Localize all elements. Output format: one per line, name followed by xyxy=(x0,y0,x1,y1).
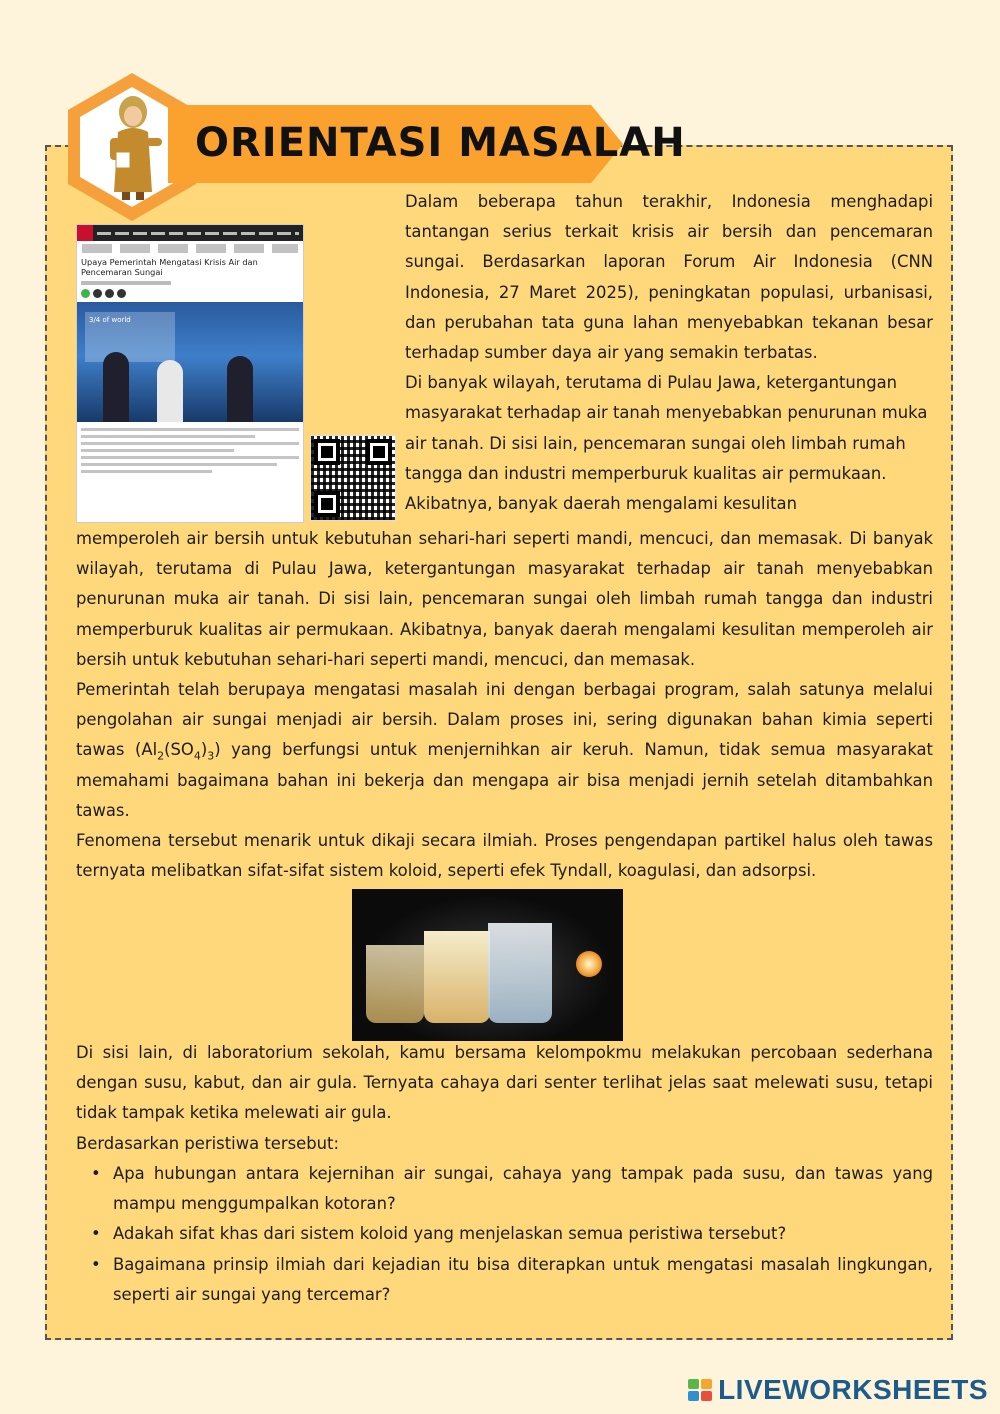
tyndall-experiment-photo xyxy=(352,889,623,1041)
government-paragraph: Pemerintah telah berupaya mengatasi masalah ini dengan berbagai program, salah satunya melalui pengolahan air sungai menjadi air bersih. Dalam proses ini, sering digunakan bahan kimia seperti tawas $(Al_2(SO_4)_3)$ yang berfungsi untuk menjernihkan air keruh. Namun, tidak semua masyarakat memahami bagaimana bahan ini bekerja dan mengapa air bisa menjadi jernih setelah ditambahkan tawas. xyxy=(76,680,933,820)
intro-text xyxy=(405,187,933,519)
teacher-icon xyxy=(100,92,166,202)
article-photo-screen-text: 3/4 of world xyxy=(85,312,175,362)
intro-paragraph-2: Di banyak wilayah, terutama di Pulau Jawa, ketergantungan masyarakat terhadap air tanah menyebabkan penurunan muka air tanah. Di sisi lain, pencemaran sungai oleh limbah rumah tangga dan industri memperburuk kualitas air permukaan. Akibatnya, banyak daerah mengalami kesulitan xyxy=(405,373,928,514)
article-photo xyxy=(77,302,303,422)
questions-intro: Berdasarkan peristiwa tersebut: xyxy=(76,1134,339,1153)
liveworksheets-logo xyxy=(688,1374,988,1406)
question-item: • Adakah sifat khas dari sistem koloid yang menjelaskan semua peristiwa tersebut? xyxy=(113,1219,933,1249)
qr-code-icon[interactable] xyxy=(310,435,396,521)
brand-name: LIVEWORKSHEETS xyxy=(718,1374,988,1405)
share-icons xyxy=(81,289,299,298)
question-item: • Bagaimana prinsip ilmiah dari kejadian itu bisa diterapkan untuk mengatasi masalah lingkungan, seperti air sungai yang tercemar? xyxy=(113,1250,933,1310)
flashlight-icon xyxy=(576,951,602,977)
phenomenon-paragraph: Fenomena tersebut menarik untuk dikaji secara ilmiah. Proses pengendapan partikel halus oleh tawas ternyata melibatkan sifat-sifat sistem koloid, seperti efek Tyndall, koagulasi, dan adsorpsi. xyxy=(76,831,933,881)
intro-paragraph-1: Dalam beberapa tahun terakhir, Indonesia menghadapi tantangan serius terkait krisis air bersih dan pencemaran sungai. Berdasarkan laporan Forum Air Indonesia (CNN Indonesia, 27 Maret 2025), peningkatan populasi, urbanisasi, dan perubahan tata guna lahan menyebabkan tekanan besar terhadap sumber daya air yang semakin terbatas. xyxy=(405,192,933,363)
liveworksheets-logo-icon xyxy=(688,1379,712,1401)
cnn-logo-icon xyxy=(77,225,93,241)
lab-paragraph: Di sisi lain, di laboratorium sekolah, kamu bersama kelompokmu melakukan percobaan sederhana dengan susu, kabut, dan air gula. Ternyata cahaya dari senter terlihat jelas saat melewati susu, tetapi tidak tampak ketika melewati air gula. xyxy=(76,1043,933,1123)
article-headline: Upaya Pemerintah Mengatasi Krisis Air dan Pencemaran Sungai xyxy=(81,257,258,277)
page-title: ORIENTASI MASALAH xyxy=(195,120,686,166)
question-item: • Apa hubungan antara kejernihan air sungai, cahaya yang tampak pada susu, dan tawas yang mampu menggumpalkan kotoran? xyxy=(113,1159,933,1219)
question-list xyxy=(76,1159,933,1310)
news-article-image xyxy=(76,224,304,523)
continuation-paragraph: memperoleh air bersih untuk kebutuhan sehari-hari seperti mandi, mencuci, dan memasak. Di banyak wilayah, terutama di Pulau Jawa, ketergantungan masyarakat terhadap air tanah menyebabkan penurunan muka air tanah. Di sisi lain, pencemaran sungai oleh limbah rumah tangga dan industri memperburuk kualitas air permukaan. Akibatnya, banyak daerah mengalami kesulitan memperoleh air bersih untuk kebutuhan sehari-hari seperti mandi, mencuci, dan memasak. xyxy=(76,529,933,669)
